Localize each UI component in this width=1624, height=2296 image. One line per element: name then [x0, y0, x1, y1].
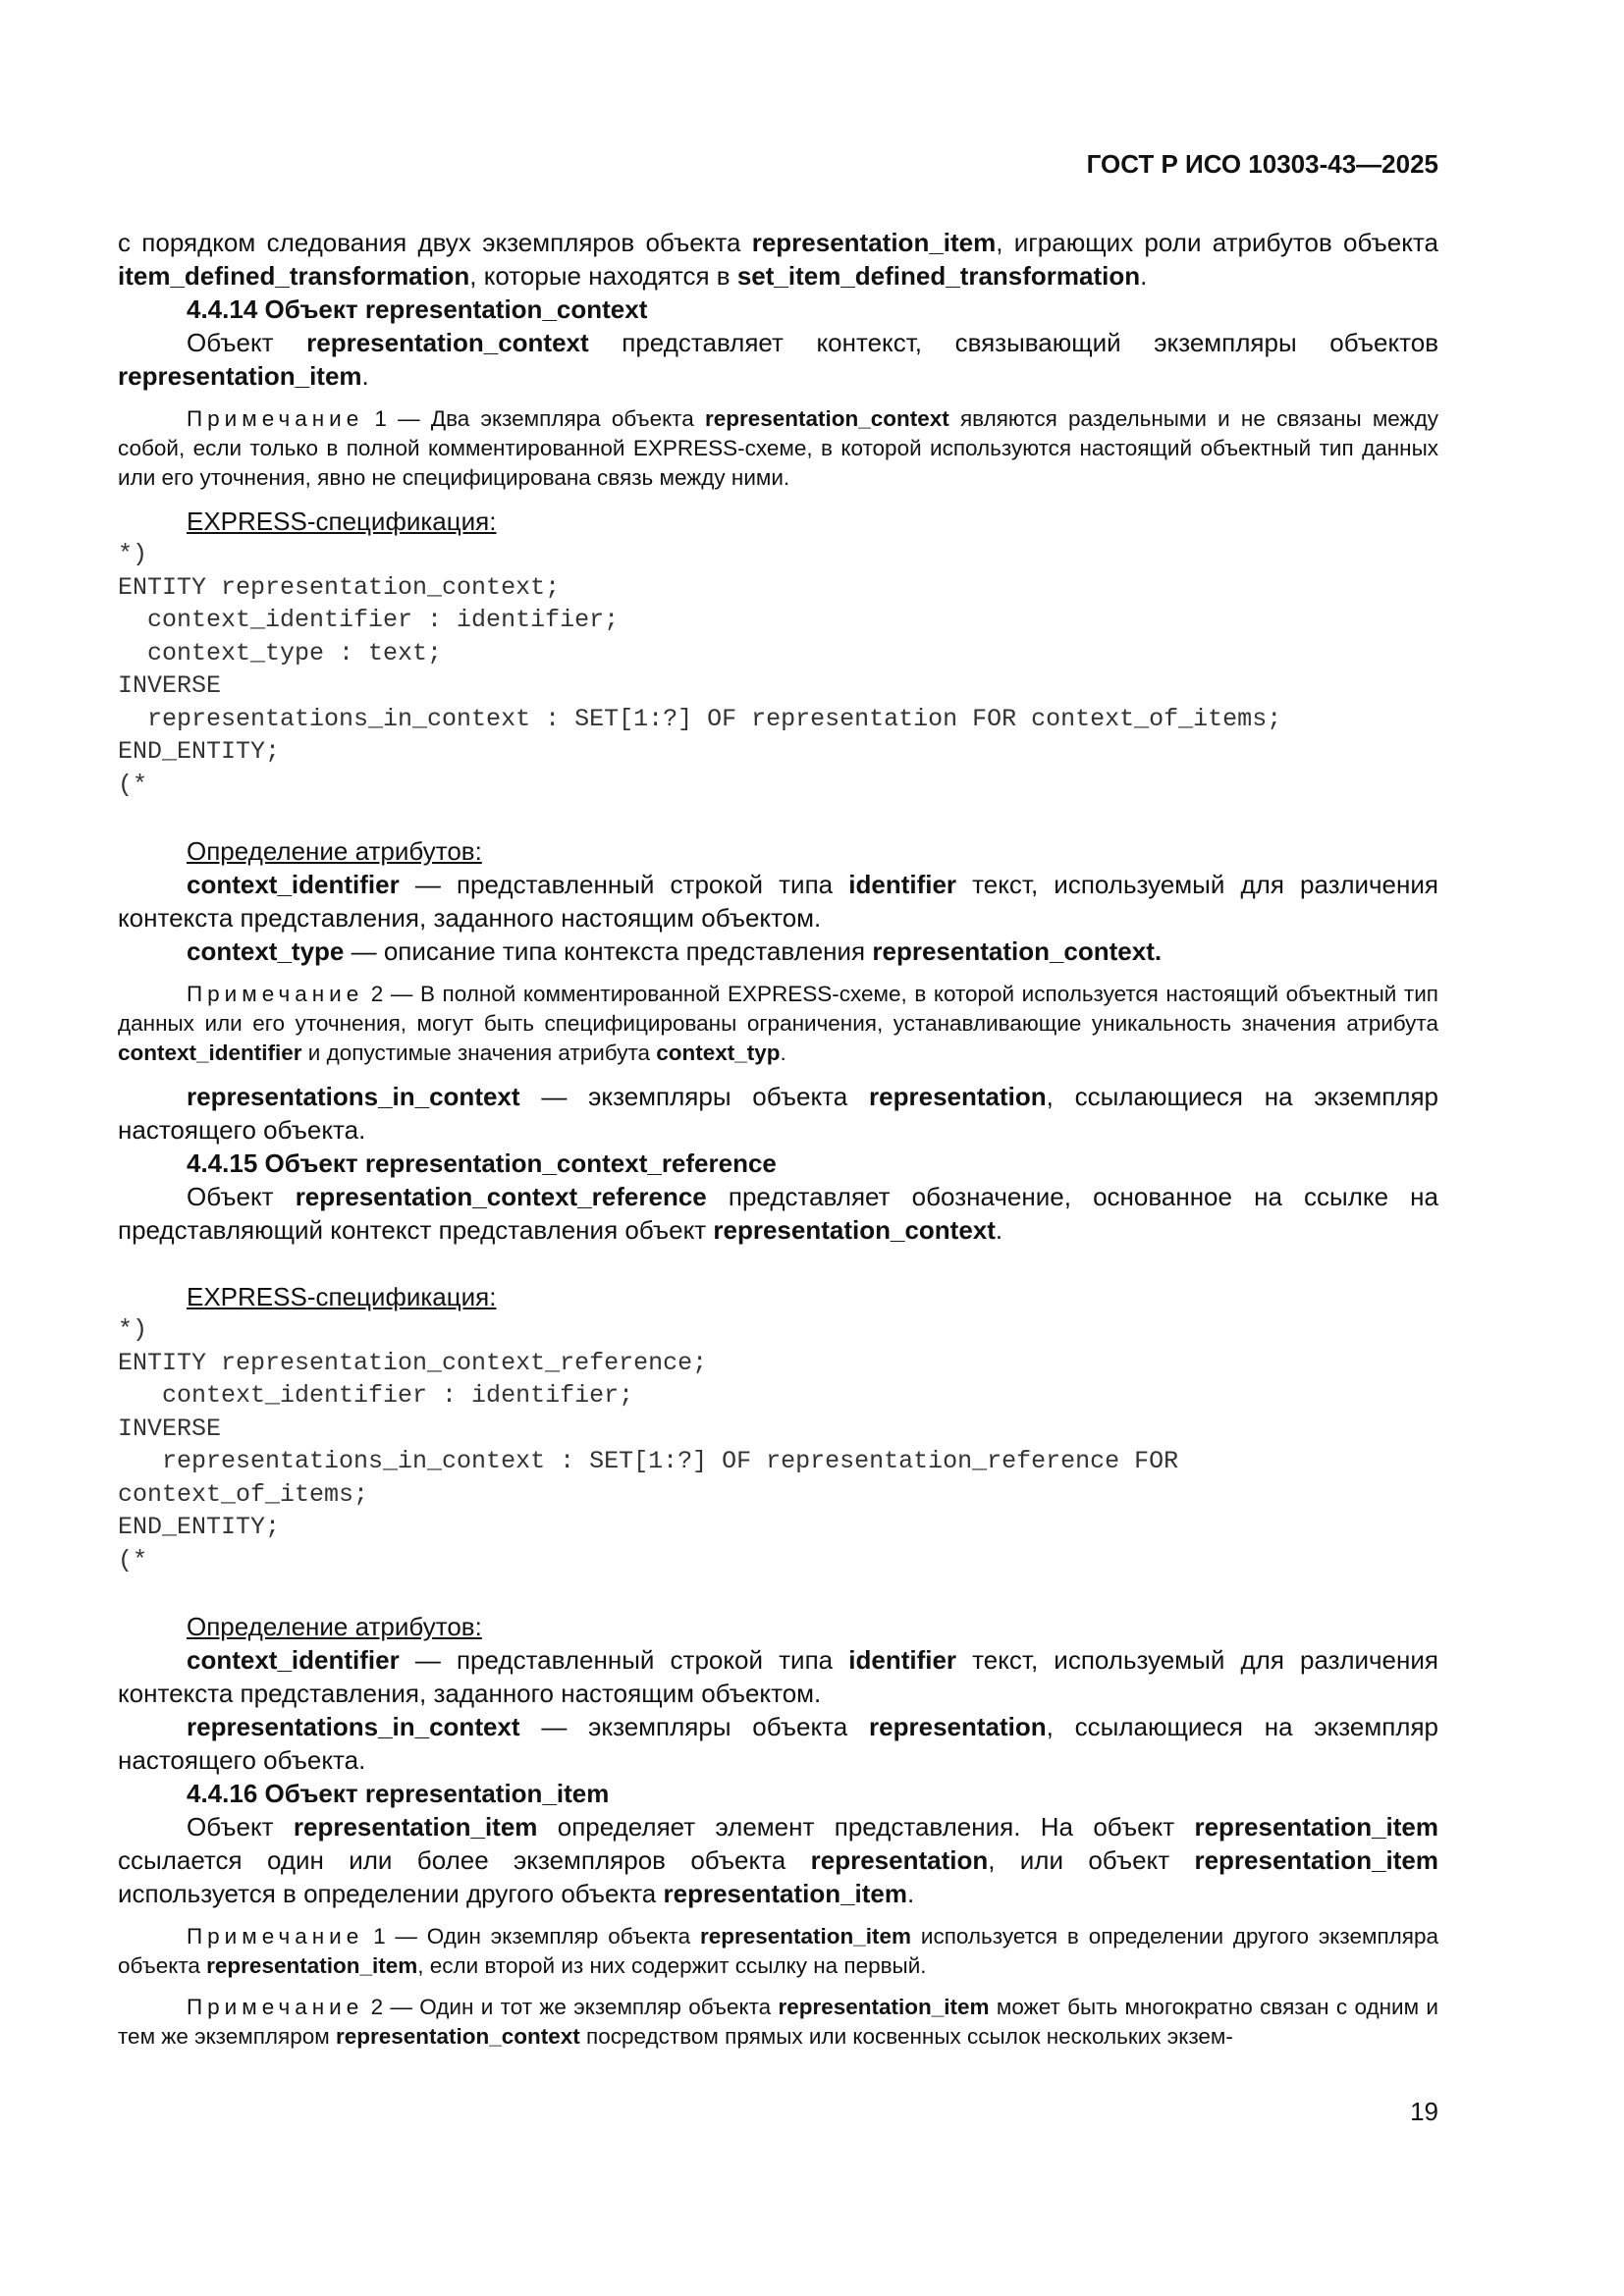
attribute-definition-label: Определение атрибутов: — [187, 1612, 482, 1641]
note: Примечание 1 — Один экземпляр объекта representation_item используется в определении другого экземпляра объекта representation_item, если второй из них содержит ссылку на первый. — [118, 1924, 1438, 1978]
note: Примечание 1 — Два экземпляра объекта representation_context являются раздельными и не связаны между собой, если только в полной комментированной EXPRESS-схеме, в которой используются настоящий объектный тип данных или его уточнения, явно не специфицирована связь между ними. — [118, 406, 1438, 490]
attribute-definition: context_identifier — представленный строкой типа identifier текст, используемый для различения контекста представления, заданного настоящим объектом. — [118, 1645, 1438, 1708]
page-number: 19 — [1410, 2097, 1438, 2126]
paragraph: Объект representation_item определяет элемент представления. На объект representation_item ссылается один или более экземпляров объекта representation, или объект representation_item используется в определении другого объекта representation_item. — [118, 1812, 1438, 1908]
paragraph: Объект representation_context_reference представляет обозначение, основанное на ссылке на представляющий контекст представления объект representation_context. — [118, 1182, 1439, 1245]
express-code: *) ENTITY representation_context; context_identifier : identifier; context_type : text; INVERSE representations_in_context : SET[1:?] OF representation FOR context_of_items; END_ENTITY; (* — [118, 540, 1282, 799]
section-4-4-14-block — [118, 226, 1438, 2052]
express-code: *) ENTITY representation_context_reference; context_identifier : identifier; INVERSE representations_in_context : SET[1:?] OF representation_reference FOR context_of_items; END_ENTITY; (* — [118, 1315, 1179, 1575]
attribute-definition: context_type — описание типа контекста представления representation_context. — [187, 936, 1163, 966]
express-spec-label: EXPRESS-спецификация: — [187, 507, 497, 536]
paragraph: Объект representation_context представляет контекст, связывающий экземпляры объектов representation_item. — [118, 328, 1439, 391]
paragraph: с порядком следования двух экземпляров объекта representation_item, играющих роли атрибутов объекта item_defined_transformation, которые находятся в set_item_defined_transformation. — [118, 228, 1438, 291]
attribute-definition: representations_in_context — экземпляры объекта representation, ссылающиеся на экземпляр настоящего объекта. — [118, 1712, 1438, 1775]
section-heading: 4.4.14 Объект representation_context — [187, 294, 648, 324]
attribute-definition-label: Определение атрибутов: — [187, 836, 482, 866]
section-heading: 4.4.15 Объект representation_context_reference — [187, 1148, 777, 1178]
note: Примечание 2 — В полной комментированной EXPRESS-схеме, в которой используется настоящий объектный тип данных или его уточнения, могут быть специфицированы ограничения, устанавливающие уникальность значения атрибута context_identifier и допустимые значения атрибута context_typ. — [118, 982, 1438, 1065]
section-heading: 4.4.16 Объект representation_item — [187, 1779, 610, 1808]
document-header: ГОСТ Р ИСО 10303-43—2025 — [1086, 149, 1438, 179]
attribute-definition: representations_in_context — экземпляры объекта representation, ссылающиеся на экземпляр настоящего объекта. — [118, 1082, 1438, 1145]
note: Примечание 2 — Один и тот же экземпляр объекта representation_item может быть многократно связан с одним и тем же экземпляром representation_context посредством прямых или косвенных ссылок нескольких экзем- — [118, 1995, 1438, 2049]
express-spec-label: EXPRESS-спецификация: — [187, 1282, 497, 1311]
attribute-definition: context_identifier — представленный строкой типа identifier текст, используемый для различения контекста представления, заданного настоящим объектом. — [118, 870, 1438, 933]
